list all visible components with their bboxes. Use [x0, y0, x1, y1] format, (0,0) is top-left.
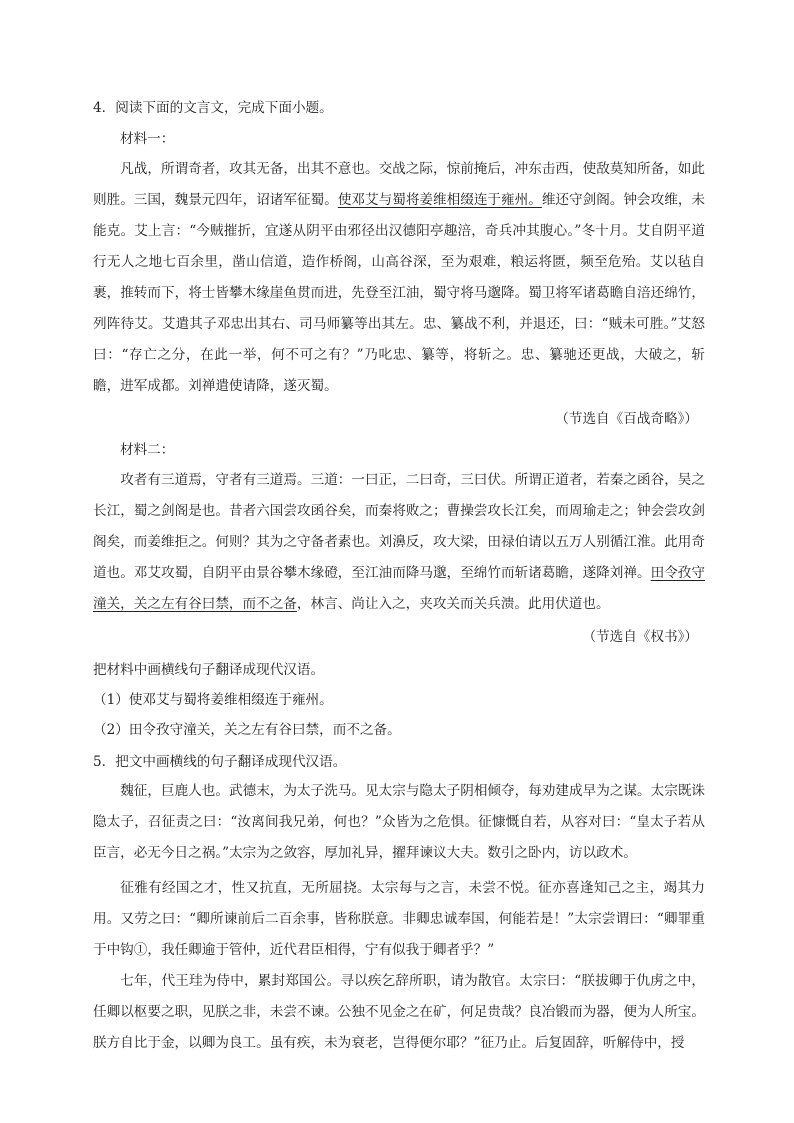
q5-paragraph-3: 七年，代王珪为侍中，累封郑国公。寻以疾乞辞所职，请为散官。太宗曰：“朕拔卿于仇虏之中，任卿以枢要之职，见朕之非，未尝不谏。公独不见金之在矿，何足贵哉？良冶锻而为器，便为人所宝。朕方自比于金，以卿为良工。虽有疾，未为衰老，岂得便尔耶？”征乃止。后复固辞，听解侍中，授 — [93, 973, 705, 1051]
material-2-text-a: 攻者有三道焉，守者有三道焉。三道：一曰正，二曰奇，三曰伏。所谓正道者，若秦之函谷，吴之长江，蜀之剑阁是也。昔者六国尝攻函谷矣，而秦将败之；曹操尝攻长江矣，而周瑜走之；钟会尝攻剑阁矣，而姜维拒之。何则？其为之守备者素也。刘濞反，攻大梁，田禄伯请以五万人别循江淮。此用奇道也。邓艾攻蜀，自阴平由景谷攀木缘磴，至江油而降马邈，至绵竹而斩诸葛瞻，遂降刘禅。 — [93, 472, 705, 581]
emphasis-dot-char: 阴 · — [460, 783, 474, 799]
material-1-underlined-sentence: 使邓艾与蜀将姜维相缀连于雍州。 — [337, 192, 542, 208]
q5-paragraph-1 — [93, 776, 705, 869]
translate-item-2: （2）田令孜守潼关，关之左有谷曰禁，而不之备。 — [93, 722, 401, 738]
question-5-header: 5．把文中画横线的句子翻译成现代汉语。 — [93, 754, 347, 770]
question-4-header: 4．阅读下面的文言文，完成下面小题。 — [93, 100, 333, 116]
q5-p1-text-c: 相倾夺，每劝建成早为之谋。太宗既诛隐太子，召征责之曰：“汝离间我兄弟，何也？”众皆为之危惧。征慷慨自若，从容对曰：“皇太子若从臣言，必无今日之祸。”太宗为之敛容，厚加礼异，擢拜谏议大夫。数引之卧内，访以政术。 — [93, 783, 706, 861]
material-1-text-a: 凡战，所谓奇者，攻其无备，出其不意也。交战之际，惊前掩后，冲东击西，使敌莫知所备，如此则胜。三国，魏景元四年，诏诸军征蜀。 — [93, 161, 705, 208]
translate-item-1: （1）使邓艾与蜀将姜维相缀连于雍州。 — [93, 692, 333, 708]
material-2-source: （节选自《权书》） — [582, 629, 698, 645]
q5-p1-text-a: 魏征，巨鹿人也。武德末，为太子 — [120, 783, 325, 799]
material-1-text-b: 维还守剑阁。钟会攻维，未能克。艾上言：“今贼摧折，宜遂从阴平由邪径出汉德阳亭趣涪，奇兵冲其腹心。”冬十月。艾自阴平道行无人之地七百余里，凿山信道，造作桥阁，山高谷深，至为艰难，粮运将匮，频至危殆。艾以毡自裹，推转而下，将士皆攀木缘崖鱼贯而进，先登至江油，蜀守将马邈降。蜀卫将军诸葛瞻自涪还绵竹，列阵待艾。艾遣其子邓忠出其右、司马师纂等出其左。忠、纂战不利，并退还，曰：“贼未可胜。”艾怒曰：“存亡之分，在此一举，何不可之有？”乃叱忠、纂等，将斩之。忠、纂驰还更战，大破之，斩瞻，进军成都。刘禅遣使请降，遂灭蜀。 — [93, 192, 706, 394]
q5-paragraph-2: 征雅有经国之才，性又抗直，无所屈挠。太宗每与之言，未尝不悦。征亦喜逢知己之主，竭其力用。又劳之曰：“卿所谏前后二百余事，皆称朕意。非卿忠诚奉国，何能若是！”太宗尝谓曰：“卿罪重于中钩①，我任卿逾于管仲，近代君臣相得，宁有似我于卿者乎？” — [93, 880, 705, 958]
material-2-underlined-sentence: 田令孜守潼关，关之左有谷曰禁，而不之备 — [93, 565, 706, 612]
material-2-text-b: ，林言、尚让入之，夹攻关而关兵溃。此用伏道也。 — [296, 596, 610, 612]
material-1-source: （节选自《百战奇略》） — [555, 411, 698, 427]
material-1-label: 材料一： — [120, 131, 175, 147]
q5-p1-text-b: 马。见太宗与隐太子 — [337, 783, 461, 799]
material-1-text — [93, 154, 705, 402]
emphasis-dot-char: 洗 · — [324, 783, 338, 799]
translate-instruction: 把材料中画横线句子翻译成现代汉语。 — [93, 662, 325, 678]
material-2-text — [93, 465, 705, 620]
material-2-label: 材料二： — [120, 442, 175, 458]
